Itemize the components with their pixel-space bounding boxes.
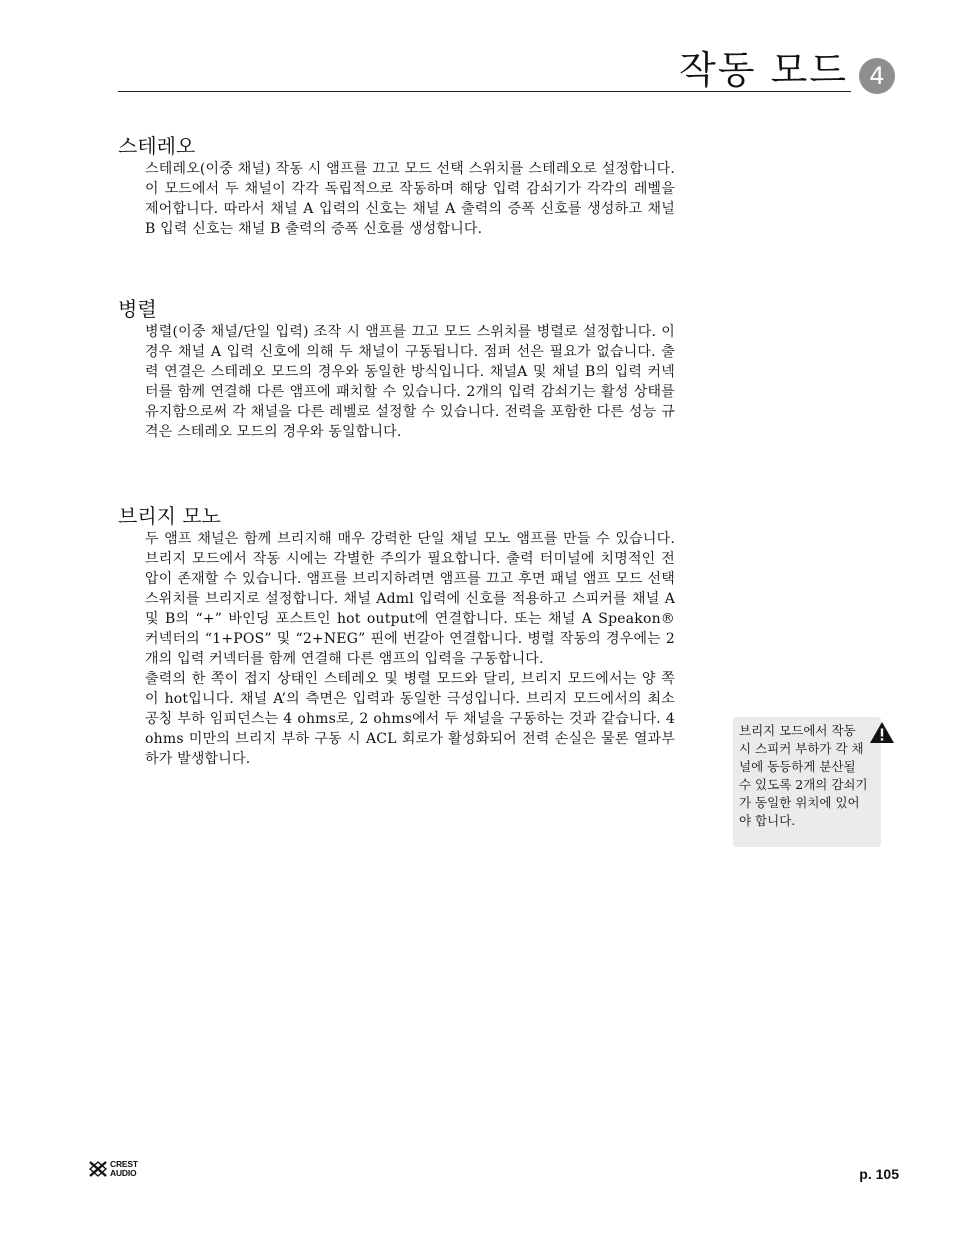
page-number: p. 105: [859, 1166, 899, 1182]
section-body: 병렬(이중 채널/단일 입력) 조작 시 앰프를 끄고 모드 스위치를 병렬로 설정합니다. 이 경우 채널 A 입력 신호에 의해 두 채널이 구동됩니다. 점퍼 선은 필요가 없습니다. 출력 연결은 스테레오 모드의 경우와 동일한 방식입니다. 채널A 및 채널 B의 입력 커넥터를 함께 연결해 다른 앰프에 패치할 수 있습니다. 2개의 입력 감쇠기는 활성 상태를 유지함으로써 각 채널을 다른 레벨로 설정할 수 있습니다. 전력을 포함한 다른 성능 규격은 스테레오 모드의 경우와 동일합니다.: [145, 324, 675, 440]
crest-audio-logo: [88, 1160, 158, 1178]
section-heading: 스테레오: [118, 134, 196, 158]
section-stereo: [118, 133, 678, 239]
section-body: 두 앰프 채널은 함께 브리지해 매우 강력한 단일 채널 모노 앰프를 만들 수 있습니다. 브리지 모드에서 작동 시에는 각별한 주의가 필요합니다. 출력 터미널에 치명적인 전압이 존재할 수 있습니다. 앰프를 브리지하려면 앰프를 끄고 후면 패널 앰프 모드 선택 스위치를 브리지로 설정합니다. 채널 Adml 입력에 신호를 적용하고 스피커를 채널 A 및 B의 “+” 바인딩 포스트인 hot output에 연결합니다. 또는 채널 A Speakon® 커넥터의 “1+POS” 및 “2+NEG” 핀에 번갈아 연결합니다. 병렬 작동의 경우에는 2개의 입력 커넥터를 함께 연결해 다른 앰프의 입력을 구동합니다.: [145, 531, 675, 667]
section-bridge-mono: [118, 503, 678, 769]
section-body-continued: 출력의 한 쪽이 접지 상태인 스테레오 및 병렬 모드와 달리, 브리지 모드에서는 양 쪽이 hot입니다. 채널 A’의 측면은 입력과 동일한 극성입니다. 브리지 모드에서의 최소 공칭 부하 임피던스는 4 ohms로, 2 ohms에서 두 채널을 구동하는 것과 같습니다. 4 ohms 미만의 브리지 부하 구동 시 ACL 회로가 활성화되어 전력 손실은 물론 열과부하가 발생합니다.: [145, 671, 675, 767]
section-heading: 병렬: [118, 297, 157, 321]
header-divider: [118, 91, 851, 92]
side-note: 브리지 모드에서 작동 시 스피커 부하가 각 채널에 동등하게 분산될 수 있도록 2개의 감쇠기가 동일한 위치에 있어야 합니다.: [733, 717, 881, 847]
section-body: 스테레오(이중 채널) 작동 시 앰프를 끄고 모드 선택 스위치를 스테레오로 설정합니다. 이 모드에서 두 채널이 각각 독립적으로 작동하며 해당 입력 감쇠기가 각각의 레벨을 제어합니다. 따라서 채널 A 입력의 신호는 채널 A 출력의 증폭 신호를 생성하고 채널 B 입력 신호는 채널 B 출력의 증폭 신호를 생성합니다.: [145, 161, 675, 237]
logo-line-2: AUDIO: [110, 1167, 137, 1178]
section-parallel: [118, 296, 678, 442]
chapter-badge: 4: [859, 58, 895, 94]
page-title: 작동 모드: [679, 48, 848, 92]
crest-logo-icon: [88, 1160, 108, 1178]
warning-icon: [869, 721, 895, 744]
logo-line-1: CREST: [110, 1159, 138, 1169]
section-heading: 브리지 모노: [118, 504, 221, 528]
